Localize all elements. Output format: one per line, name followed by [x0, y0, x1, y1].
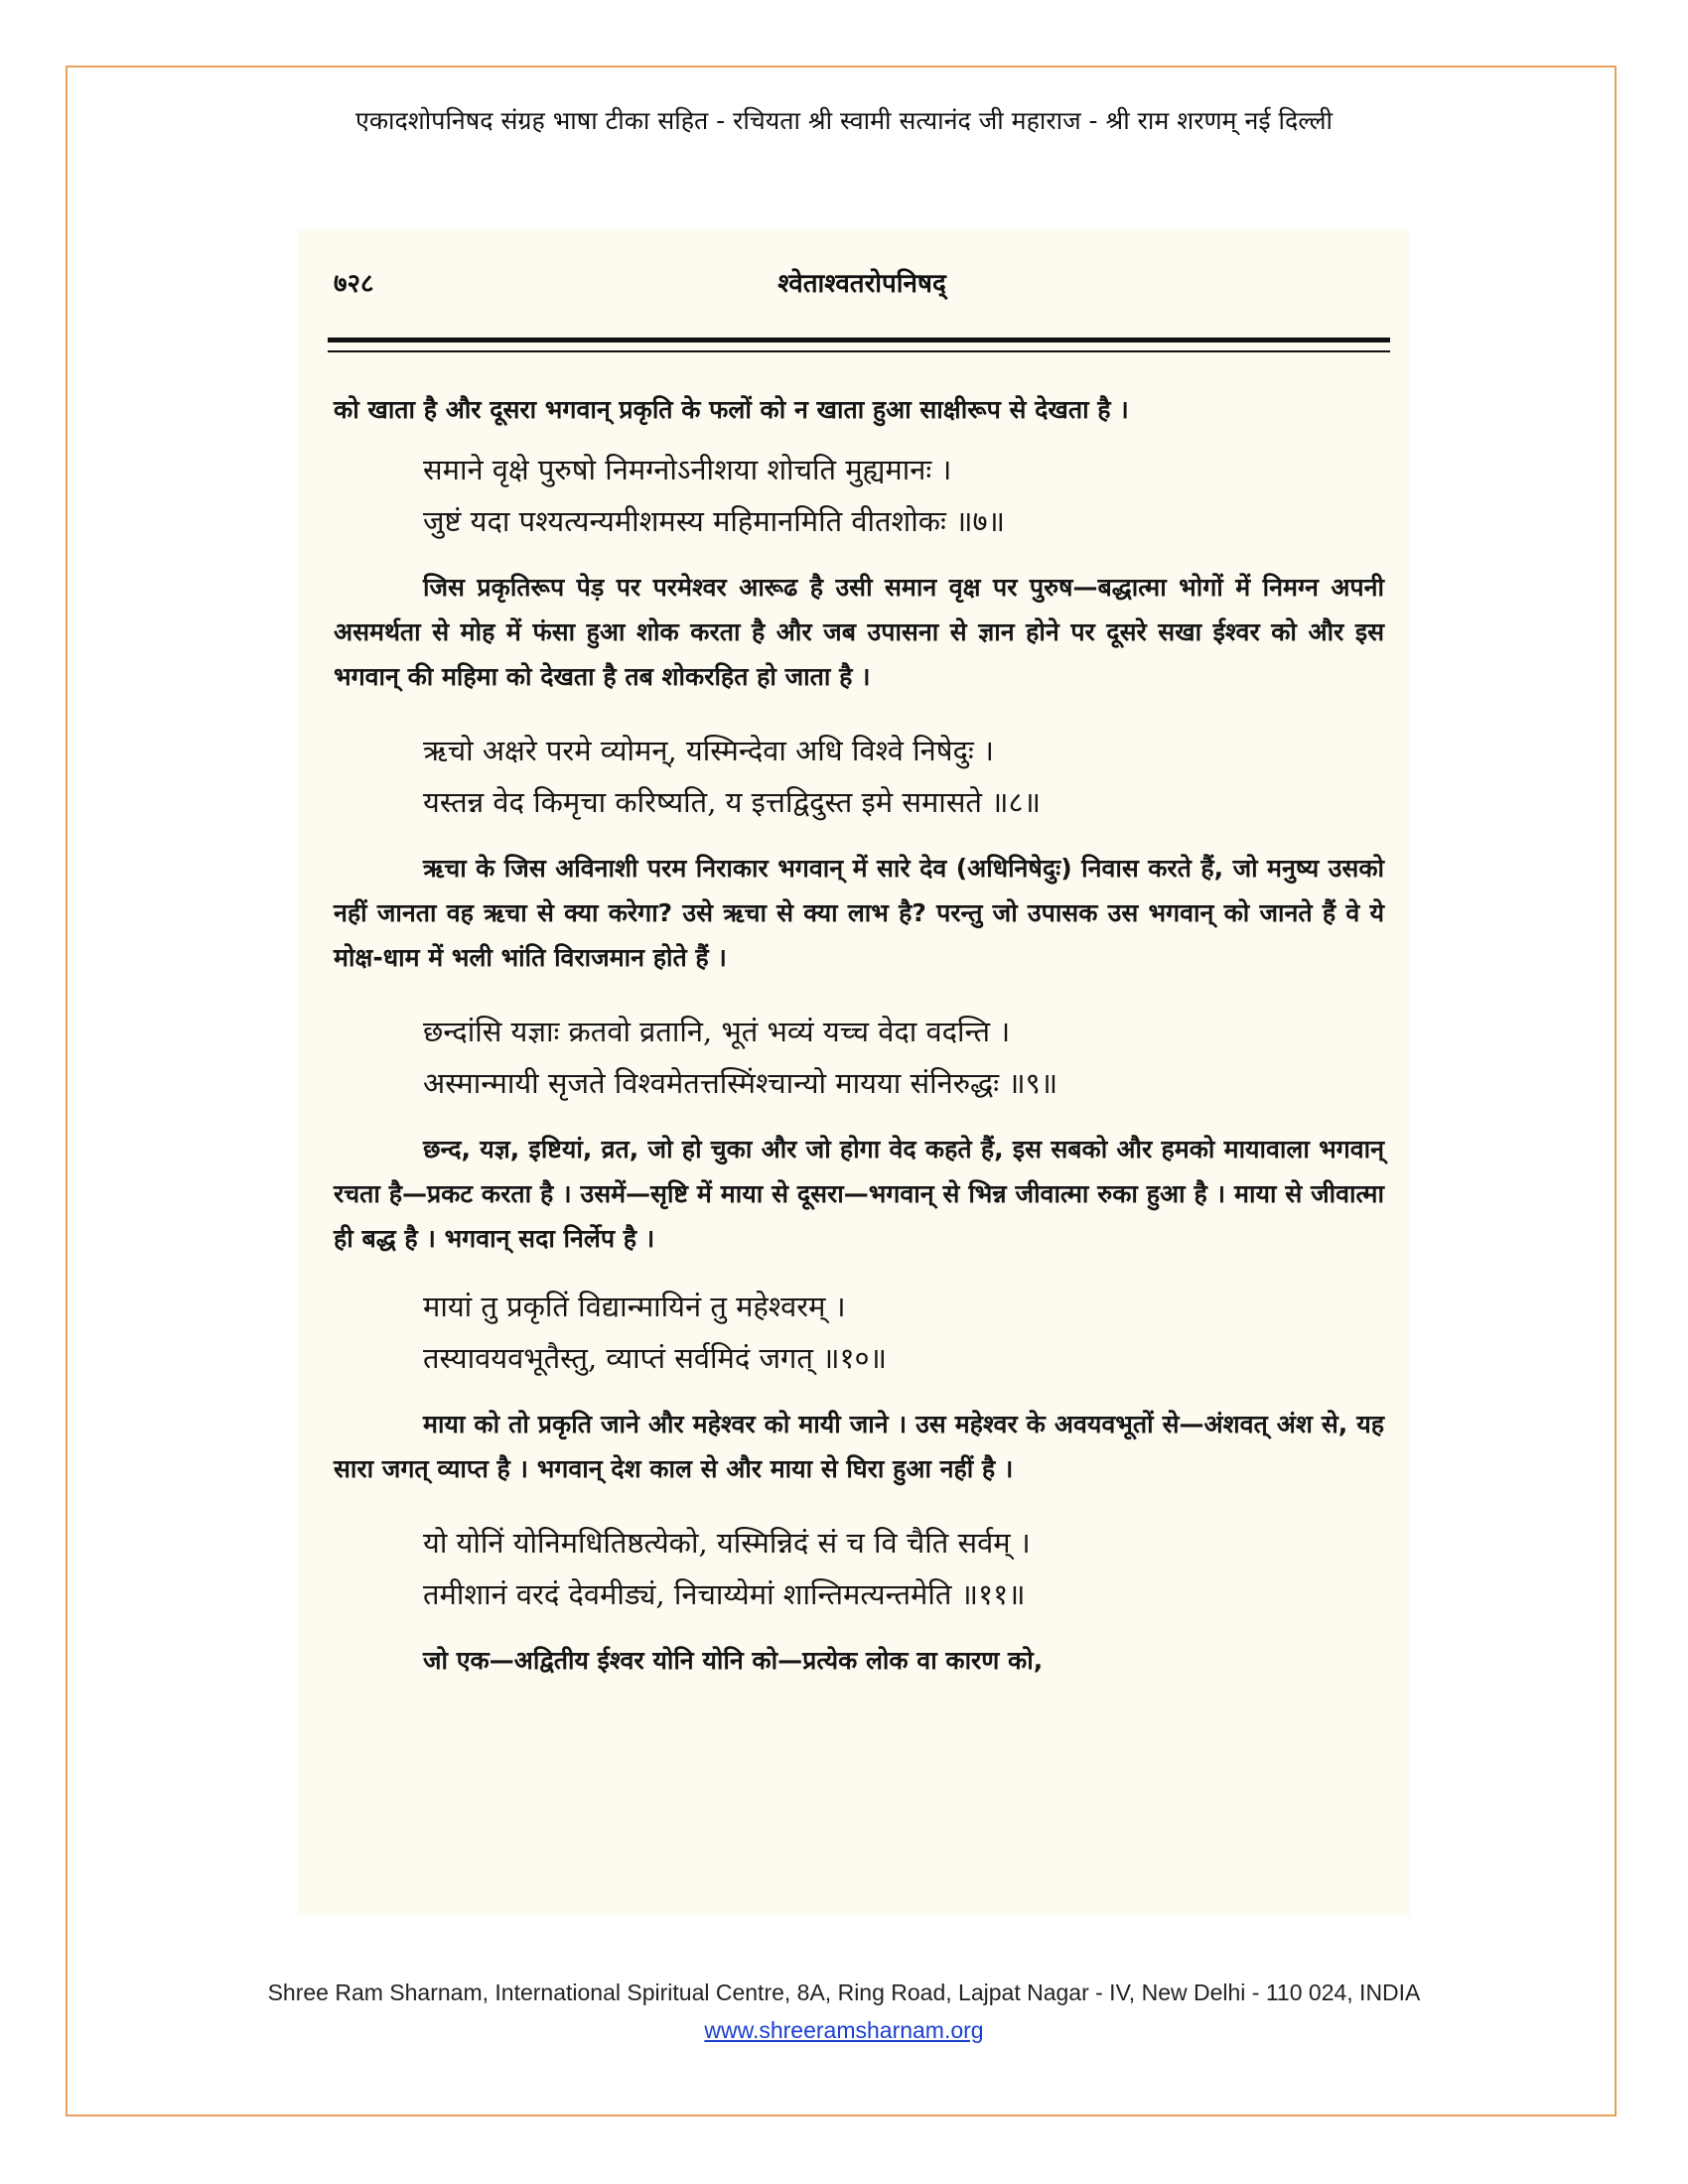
scan-header	[334, 264, 1390, 304]
footer-website	[0, 2017, 1688, 2044]
verse-line: ऋचो अक्षरे परमे व्योमन्, यस्मिन्देवा अधि विश्वे निषेदुः ।	[423, 734, 994, 767]
verse-9	[334, 1006, 1384, 1109]
scanned-page	[298, 228, 1410, 1916]
verse-line: यस्तन्न वेद किमृचा करिष्यति, य इत्तद्विदुस्त इमे समासते ॥८॥	[423, 785, 1041, 819]
paragraph-2: जिस प्रकृतिरूप पेड़ पर परमेश्वर आरूढ है उसी समान वृक्ष पर पुरुष—बद्धात्मा भोगों में निमग्न अपनी असमर्थता से मोह में फंसा हुआ शोक करता है और जब उपासना से ज्ञान होने पर दूसरे सखा ईश्वर को और इस भगवान् की महिमा को देखता है तब शोकरहित हो जाता है ।	[334, 573, 1384, 691]
header-rule-thick	[328, 338, 1390, 342]
paragraph-3: ऋचा के जिस अविनाशी परम निराकार भगवान् में सारे देव (अधिनिषेदुः) निवास करते हैं, जो मनुष्य उसको नहीं जानता वह ऋचा से क्या करेगा? उसे ऋचा से क्या लाभ है? परन्तु जो उपासक उस भगवान् को जानते हैं वे ये मोक्ष-धाम में भली भांति विराजमान होते हैं ।	[334, 854, 1384, 972]
verse-8	[334, 725, 1384, 828]
header-rule-thin	[328, 350, 1390, 352]
verse-line: अस्मान्मायी सृजते विश्वमेतत्तस्मिंश्चान्यो मायया संनिरुद्धः ॥९॥	[423, 1066, 1058, 1100]
footer-address: Shree Ram Sharnam, International Spiritual Centre, 8A, Ring Road, Lajpat Nagar - IV, New Delhi - 110 024, INDIA	[267, 1979, 1421, 2005]
paragraph-4: छन्द, यज्ञ, इष्टियां, व्रत, जो हो चुका और जो होगा वेद कहते हैं, इस सबको और हमको मायावाला भगवान् रचता है—प्रकट करता है । उसमें—सृष्टि में माया से दूसरा—भगवान् से भिन्न जीवात्मा रुका हुआ है । माया से जीवात्मा ही बद्ध है । भगवान् सदा निर्लेप है ।	[334, 1135, 1384, 1253]
verse-7	[334, 444, 1384, 547]
verse-line: मायां तु प्रकृतिं विद्यान्मायिनं तु महेश्वरम् ।	[423, 1290, 846, 1323]
verse-line: जुष्टं यदा पश्यत्यन्यमीशमस्य महिमानमिति वीतशोकः ॥७॥	[423, 504, 1005, 538]
running-title: श्वेताश्वतरोपनिषद्	[777, 269, 946, 299]
verse-line: समाने वृक्षे पुरुषो निमग्नोऽनीशया शोचति मुह्यमानः ।	[423, 453, 952, 486]
paragraph-5: माया को तो प्रकृति जाने और महेश्वर को मायी जाने । उस महेश्वर के अवयवभूतों से—अंशवत् अंश से, यह सारा जगत् व्याप्त है । भगवान् देश काल से और माया से घिरा हुआ नहीं है ।	[334, 1410, 1384, 1483]
page-number: ७२८	[334, 269, 374, 299]
paragraph-1: को खाता है और दूसरा भगवान् प्रकृति के फलों को न खाता हुआ साक्षीरूप से देखता है ।	[334, 395, 1129, 424]
website-link[interactable]: www.shreeramsharnam.org	[704, 2017, 984, 2043]
verse-line: तस्यावयवभूतैस्तु, व्याप्तं सर्वमिदं जगत् ॥१०॥	[423, 1341, 887, 1375]
verse-11	[334, 1517, 1384, 1620]
verse-line: तमीशानं वरदं देवमीड्यं, निचाय्येमां शान्तिमत्यन्तमेति ॥११॥	[423, 1577, 1026, 1611]
document-header: एकादशोपनिषद संग्रह भाषा टीका सहित - रचियता श्री स्वामी सत्यानंद जी महाराज - श्री राम शरणम् नई दिल्ली	[355, 106, 1333, 135]
page-body	[334, 387, 1384, 1683]
verse-line: यो योनिं योनिमधितिष्ठत्येको, यस्मिन्निदं सं च वि चैति सर्वम् ।	[423, 1526, 1031, 1560]
paragraph-6: जो एक—अद्वितीय ईश्वर योनि योनि को—प्रत्येक लोक वा कारण को,	[423, 1646, 1044, 1675]
verse-line: छन्दांसि यज्ञाः क्रतवो व्रतानि, भूतं भव्यं यच्च वेदा वदन्ति ।	[423, 1015, 1011, 1048]
verse-10	[334, 1281, 1384, 1384]
